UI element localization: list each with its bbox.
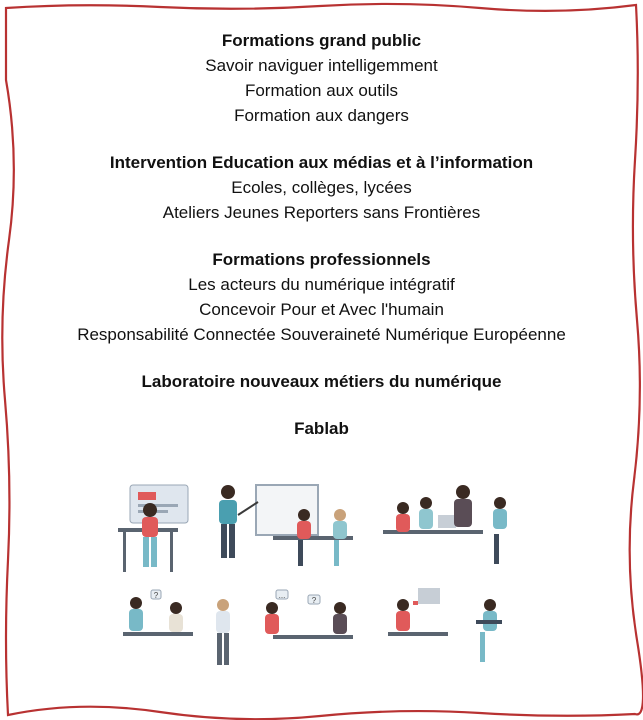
heading-laboratoire: Laboratoire nouveaux métiers du numérique <box>141 372 502 391</box>
speech-question-mark: ? <box>153 591 159 600</box>
item-dangers: Formation aux dangers <box>234 106 409 125</box>
speech-question-mark-2: ? <box>311 596 317 605</box>
screen-workers-pair <box>388 588 502 662</box>
program-list <box>0 28 643 463</box>
item-responsabilite: Responsabilité Connectée Souveraineté Numérique Européenne <box>77 325 566 344</box>
item-ecoles: Ecoles, collèges, lycées <box>231 178 412 197</box>
heading-grand-public: Formations grand public <box>221 31 422 50</box>
section-grand-public <box>0 28 643 128</box>
heading-fablab: Fablab <box>294 419 349 438</box>
item-ateliers: Ateliers Jeunes Reporters sans Frontières <box>162 203 481 222</box>
women-talking-scene <box>123 590 193 636</box>
item-acteurs: Les acteurs du numérique intégratif <box>188 275 455 294</box>
presentation-screen-scene <box>118 485 188 572</box>
item-outils: Formation aux outils <box>244 81 399 100</box>
section-fablab <box>0 416 643 441</box>
section-emi <box>0 150 643 225</box>
heading-professionnels: Formations professionnels <box>212 250 431 269</box>
section-laboratoire <box>0 369 643 394</box>
section-professionnels <box>0 247 643 347</box>
item-concevoir: Concevoir Pour et Avec l'humain <box>199 300 444 319</box>
standing-reader <box>216 599 230 665</box>
speech-dots: ... <box>278 591 286 600</box>
item-naviguer: Savoir naviguer intelligemment <box>205 56 438 75</box>
team-meeting-group <box>383 485 507 564</box>
heading-emi: Intervention Education aux médias et à l’information <box>109 153 534 172</box>
table-discussion-scene <box>265 590 353 639</box>
people-working-illustration <box>108 470 538 680</box>
